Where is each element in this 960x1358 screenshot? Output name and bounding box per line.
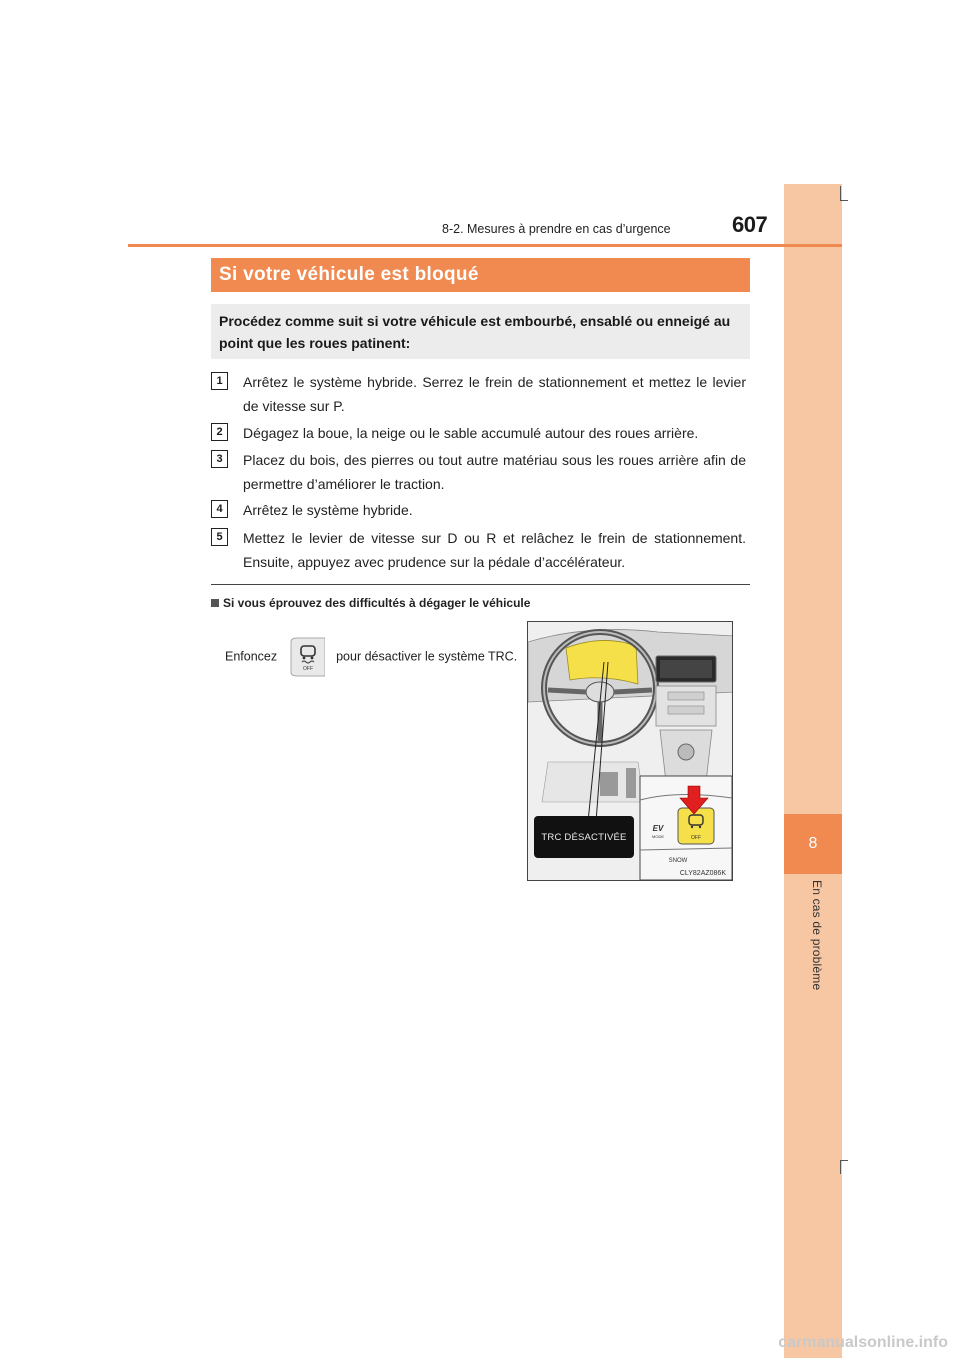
step-text: Arrêtez le système hybride. Serrez le frein de stationnement et mettez le levier de vitesse sur P. bbox=[243, 374, 746, 414]
dashboard-illustration bbox=[527, 621, 733, 881]
page-number: 607 bbox=[732, 212, 768, 237]
step-text: Mettez le levier de vitesse sur D ou R et relâchez le frein de stationnement. Ensuite, appuyez avec prudence sur la pédale d’accélérateur. bbox=[243, 530, 746, 570]
snow-label: SNOW bbox=[668, 858, 688, 864]
square-bullet-icon bbox=[211, 599, 219, 607]
header-rule bbox=[128, 244, 842, 247]
chapter-number: 8 bbox=[784, 814, 842, 874]
trc-off-callout: TRC DÉSACTIVÉE bbox=[534, 816, 634, 858]
chapter-side-tab bbox=[784, 184, 842, 1358]
step-text: Dégagez la boue, la neige ou le sable accumulé autour des roues arrière. bbox=[243, 425, 699, 441]
svg-text:OFF: OFF bbox=[302, 666, 313, 672]
section-divider bbox=[211, 584, 750, 585]
watermark: carmanualsonline.info bbox=[778, 1334, 948, 1351]
crop-mark-top bbox=[840, 186, 841, 200]
intro-box bbox=[211, 304, 750, 359]
note-title-text: Si vous éprouvez des difficultés à dégager le véhicule bbox=[223, 596, 531, 610]
section-title: Si votre véhicule est bloqué bbox=[211, 258, 750, 292]
step-number: 2 bbox=[211, 423, 228, 441]
step-number: 3 bbox=[211, 450, 228, 468]
running-header: 8-2. Mesures à prendre en cas d’urgence bbox=[442, 222, 671, 236]
note-instruction bbox=[225, 636, 517, 678]
off-label: OFF bbox=[691, 835, 701, 841]
chapter-title: En cas de problème bbox=[810, 880, 824, 991]
note-after-icon: pour désactiver le système TRC. bbox=[336, 649, 518, 664]
crop-mark-bottom-h bbox=[840, 1160, 848, 1161]
crop-mark-top-h bbox=[840, 200, 848, 201]
note-title bbox=[211, 596, 530, 610]
step-number: 5 bbox=[211, 528, 228, 546]
step-text: Placez du bois, des pierres ou tout autre matériau sous les roues arrière afin de permettre d’améliorer le traction. bbox=[243, 452, 746, 492]
ev-label: EV bbox=[652, 824, 664, 833]
figure-code: CLY82AZ086K bbox=[679, 870, 726, 877]
step-number: 4 bbox=[211, 500, 228, 518]
note-before-icon: Enfoncez bbox=[225, 649, 278, 664]
intro-text: Procédez comme suit si votre véhicule est embourbé, ensablé ou enneigé au point que les roues patinent: bbox=[219, 313, 731, 351]
ev-mode-label: MODE bbox=[652, 834, 664, 839]
trc-off-button-icon bbox=[289, 636, 325, 678]
crop-mark-bottom bbox=[840, 1160, 841, 1174]
step-text: Arrêtez le système hybride. bbox=[243, 502, 413, 518]
step-number: 1 bbox=[211, 372, 228, 390]
